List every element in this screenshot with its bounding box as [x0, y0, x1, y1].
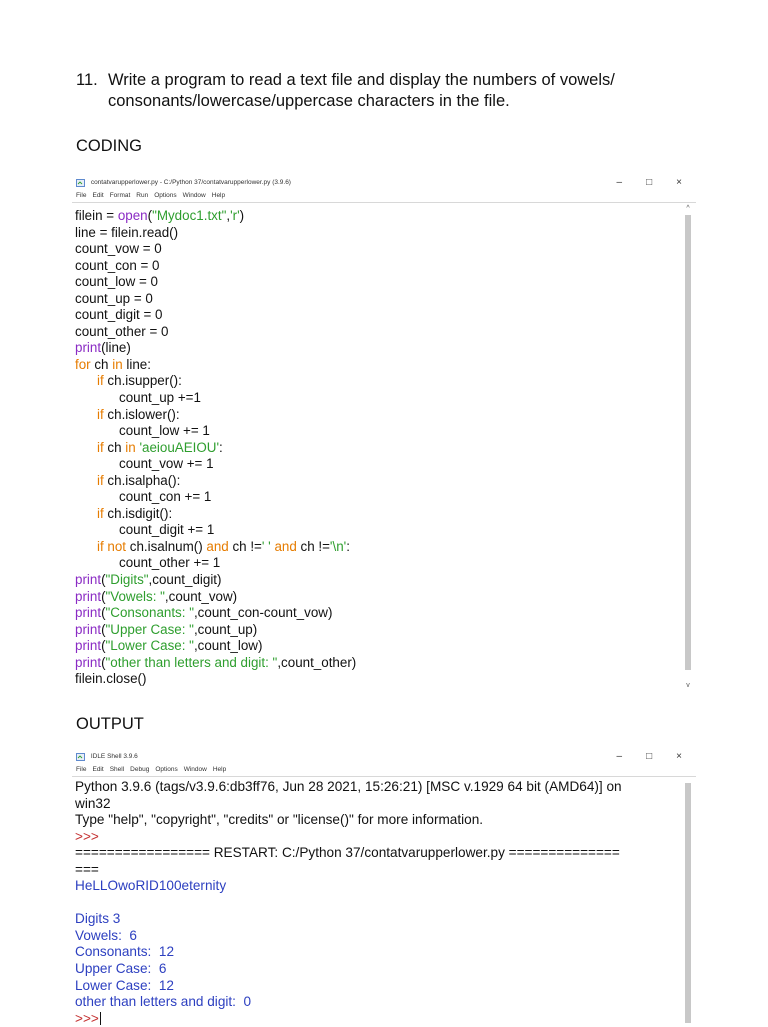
code-line — [75, 373, 696, 390]
code-token: ( — [101, 621, 106, 637]
editor-menu-edit[interactable]: Edit — [92, 192, 104, 199]
close-button[interactable]: × — [676, 751, 682, 762]
code-line — [75, 274, 696, 291]
code-token: count_up = 0 — [75, 290, 153, 306]
shell-line — [75, 978, 696, 995]
editor-title: contatvarupperlower.py - C:/Python 37/contatvarupperlower.py (3.9.6) — [90, 179, 291, 186]
code-token: and — [206, 538, 229, 554]
shell-line — [75, 911, 696, 928]
code-line — [75, 340, 696, 357]
output-heading: OUTPUT — [76, 715, 144, 733]
shell-line — [75, 862, 696, 879]
code-token: ( — [101, 588, 106, 604]
code-token: count_con = 0 — [75, 257, 160, 273]
code-line — [75, 407, 696, 424]
code-line — [75, 390, 696, 407]
close-button[interactable]: × — [676, 177, 682, 188]
minimize-button[interactable]: – — [616, 177, 623, 188]
code-token: if — [97, 439, 104, 455]
code-token: if not — [97, 538, 127, 554]
code-line — [75, 225, 696, 242]
code-token: "Lower Case: " — [105, 638, 194, 654]
idle-shell-icon — [76, 753, 85, 761]
shell-line — [75, 845, 696, 862]
shell-line — [75, 928, 696, 945]
code-token: count_digit = 0 — [75, 307, 163, 323]
code-line — [75, 572, 696, 589]
code-line — [75, 258, 696, 275]
shell-line-text: other than letters and digit: 0 — [75, 994, 252, 1010]
code-line — [75, 605, 696, 622]
text-cursor — [100, 1012, 101, 1025]
shell-output — [72, 777, 696, 1027]
shell-line-text: ================= RESTART: C:/Python 37/contatvarupperlower.py ============== — [75, 845, 620, 861]
code-line — [75, 423, 696, 440]
maximize-button[interactable]: □ — [646, 751, 653, 762]
shell-menu-help[interactable]: Help — [212, 766, 227, 773]
code-token: filein.close() — [75, 671, 147, 687]
code-token: print — [75, 638, 102, 654]
shell-line-text: Consonants: 12 — [75, 944, 174, 960]
code-token: count_other += 1 — [119, 555, 221, 571]
code-line — [75, 655, 696, 672]
code-token: ,count_digit) — [148, 572, 222, 588]
code-token: and — [274, 538, 297, 554]
code-token: open — [117, 208, 148, 223]
shell-line — [75, 994, 696, 1011]
code-token: print — [75, 654, 102, 670]
code-line — [75, 208, 696, 225]
code-line — [75, 671, 696, 688]
shell-line — [75, 895, 696, 912]
code-token: ch.isalpha(): — [103, 472, 181, 488]
code-token: ch — [103, 439, 126, 455]
editor-menubar — [72, 190, 696, 202]
shell-line — [75, 779, 696, 796]
shell-text-area[interactable] — [72, 776, 696, 1025]
code-token: '\n' — [329, 538, 347, 554]
shell-window — [72, 750, 696, 1025]
question-number: 11. — [76, 71, 98, 89]
code-line — [75, 506, 696, 523]
code-token: "Vowels: " — [105, 588, 165, 604]
shell-line-text: win32 — [75, 795, 111, 811]
code-token: ) — [239, 208, 245, 223]
code-token: ch.isdigit(): — [103, 505, 173, 521]
code-listing — [72, 203, 696, 688]
code-token: ( — [101, 654, 106, 670]
shell-line-text: Python 3.9.6 (tags/v3.9.6:db3ff76, Jun 28 2021, 15:26:21) [MSC v.1929 64 bit (AMD64)] on — [75, 779, 622, 794]
editor-menu-file[interactable]: File — [76, 192, 87, 199]
code-token: 'aeiouAEIOU' — [139, 439, 220, 455]
code-token: count_vow += 1 — [119, 456, 214, 472]
code-token: if — [97, 373, 104, 389]
code-token: count_vow = 0 — [75, 241, 162, 257]
code-token: ch — [90, 356, 113, 372]
scroll-down-arrow-icon[interactable]: v — [686, 682, 690, 689]
code-token: line: — [122, 356, 151, 372]
code-token: "other than letters and digit: " — [105, 654, 278, 670]
code-line — [75, 522, 696, 539]
code-token: ch != — [296, 538, 330, 554]
code-token: in — [125, 439, 136, 455]
idle-app-icon — [76, 179, 85, 187]
question-line-1: Write a program to read a text file and display the numbers of vowels/ — [108, 71, 615, 89]
code-token: 'r' — [230, 208, 240, 223]
shell-line-text: === — [75, 861, 99, 877]
shell-menu-debug[interactable]: Debug — [130, 766, 150, 773]
code-token: ch.isalnum() — [126, 538, 207, 554]
code-token: print — [75, 588, 102, 604]
code-token: ( — [101, 638, 106, 654]
shell-scroll-thumb[interactable] — [685, 783, 691, 1023]
editor-titlebar — [72, 176, 696, 190]
code-line — [75, 489, 696, 506]
code-token: ( — [101, 605, 106, 621]
code-token: : — [346, 538, 350, 554]
shell-line — [75, 1011, 696, 1027]
code-token: ch != — [228, 538, 262, 554]
shell-menu-options[interactable]: Options — [155, 766, 178, 773]
editor-scrollbar[interactable] — [683, 205, 693, 690]
shell-line-text: HeLLOwoRID100eternity — [75, 878, 227, 894]
editor-menu-options[interactable]: Options — [154, 192, 177, 199]
shell-menu-file[interactable]: File — [76, 766, 87, 773]
code-line — [75, 324, 696, 341]
code-line — [75, 291, 696, 308]
code-line — [75, 622, 696, 639]
shell-menu-shell[interactable]: Shell — [109, 766, 125, 773]
shell-line — [75, 944, 696, 961]
code-token: if — [97, 406, 104, 422]
code-token: ,count_vow) — [164, 588, 238, 604]
code-token: print — [75, 572, 102, 588]
editor-menu-format[interactable]: Format — [109, 192, 131, 199]
code-token: count_con += 1 — [119, 489, 212, 505]
code-line — [75, 555, 696, 572]
code-token: if — [97, 472, 104, 488]
code-token: print — [75, 340, 102, 356]
question-line-2: consonants/lowercase/uppercase characters in the file. — [108, 92, 510, 110]
shell-line — [75, 829, 696, 846]
shell-menubar — [72, 764, 696, 776]
code-line — [75, 473, 696, 490]
code-token: if — [97, 505, 104, 521]
code-token: count_up +=1 — [119, 390, 201, 406]
shell-line-text: Digits 3 — [75, 911, 121, 927]
shell-title: IDLE Shell 3.9.6 — [90, 753, 138, 760]
code-token: line = filein.read() — [75, 224, 179, 240]
shell-menu-edit[interactable]: Edit — [92, 766, 104, 773]
coding-heading: CODING — [76, 137, 142, 155]
code-token: count_digit += 1 — [119, 522, 215, 538]
editor-window — [72, 176, 696, 690]
shell-line-text: >>> — [75, 1010, 99, 1026]
code-token: filein = — [75, 208, 118, 223]
code-token: ,count_con-count_vow) — [193, 605, 333, 621]
minimize-button[interactable]: – — [616, 751, 623, 762]
code-token: count_low = 0 — [75, 274, 159, 290]
code-token: "Consonants: " — [105, 605, 194, 621]
shell-line — [75, 878, 696, 895]
code-token: ' ' — [261, 538, 271, 554]
code-token: "Digits" — [105, 572, 149, 588]
code-token: print — [75, 605, 102, 621]
shell-line-text: >>> — [75, 828, 99, 844]
editor-menu-run[interactable]: Run — [136, 192, 149, 199]
editor-menu-window[interactable]: Window — [182, 192, 206, 199]
code-token: ( — [147, 208, 153, 223]
code-token: "Mydoc1.txt" — [152, 208, 227, 223]
code-line — [75, 357, 696, 374]
shell-scrollbar[interactable] — [683, 779, 693, 1025]
code-token: , — [226, 208, 231, 223]
code-token: : — [219, 439, 223, 455]
code-line — [75, 456, 696, 473]
code-line — [75, 241, 696, 258]
editor-text-area[interactable] — [72, 202, 696, 690]
shell-line-text: Type "help", "copyright", "credits" or "license()" for more information. — [75, 812, 484, 828]
question — [76, 70, 716, 112]
code-token: "Upper Case: " — [105, 621, 194, 637]
code-token: ( — [101, 572, 106, 588]
editor-menu-help[interactable]: Help — [211, 192, 226, 199]
code-token: ,count_other) — [277, 654, 357, 670]
maximize-button[interactable]: □ — [646, 177, 653, 188]
shell-titlebar — [72, 750, 696, 764]
shell-line-text: Lower Case: 12 — [75, 977, 174, 993]
code-token: print — [75, 621, 102, 637]
shell-line-text: Upper Case: 6 — [75, 961, 167, 977]
code-token: ch.isupper(): — [103, 373, 182, 389]
scroll-thumb[interactable] — [685, 215, 691, 670]
code-token: ,count_up) — [193, 621, 258, 637]
shell-line — [75, 961, 696, 978]
code-token: count_low += 1 — [119, 423, 210, 439]
shell-line — [75, 796, 696, 813]
code-token: in — [112, 356, 123, 372]
code-line — [75, 638, 696, 655]
shell-line — [75, 812, 696, 829]
code-line — [75, 589, 696, 606]
code-token: count_other = 0 — [75, 323, 169, 339]
code-token: ch.islower(): — [103, 406, 180, 422]
code-line — [75, 307, 696, 324]
shell-menu-window[interactable]: Window — [183, 766, 207, 773]
code-line — [75, 440, 696, 457]
scroll-up-arrow-icon[interactable]: ^ — [686, 205, 690, 212]
code-token: for — [75, 356, 91, 372]
code-line — [75, 539, 696, 556]
code-token: (line) — [101, 340, 131, 356]
code-token: ,count_low) — [193, 638, 263, 654]
shell-line-text: Vowels: 6 — [75, 927, 137, 943]
